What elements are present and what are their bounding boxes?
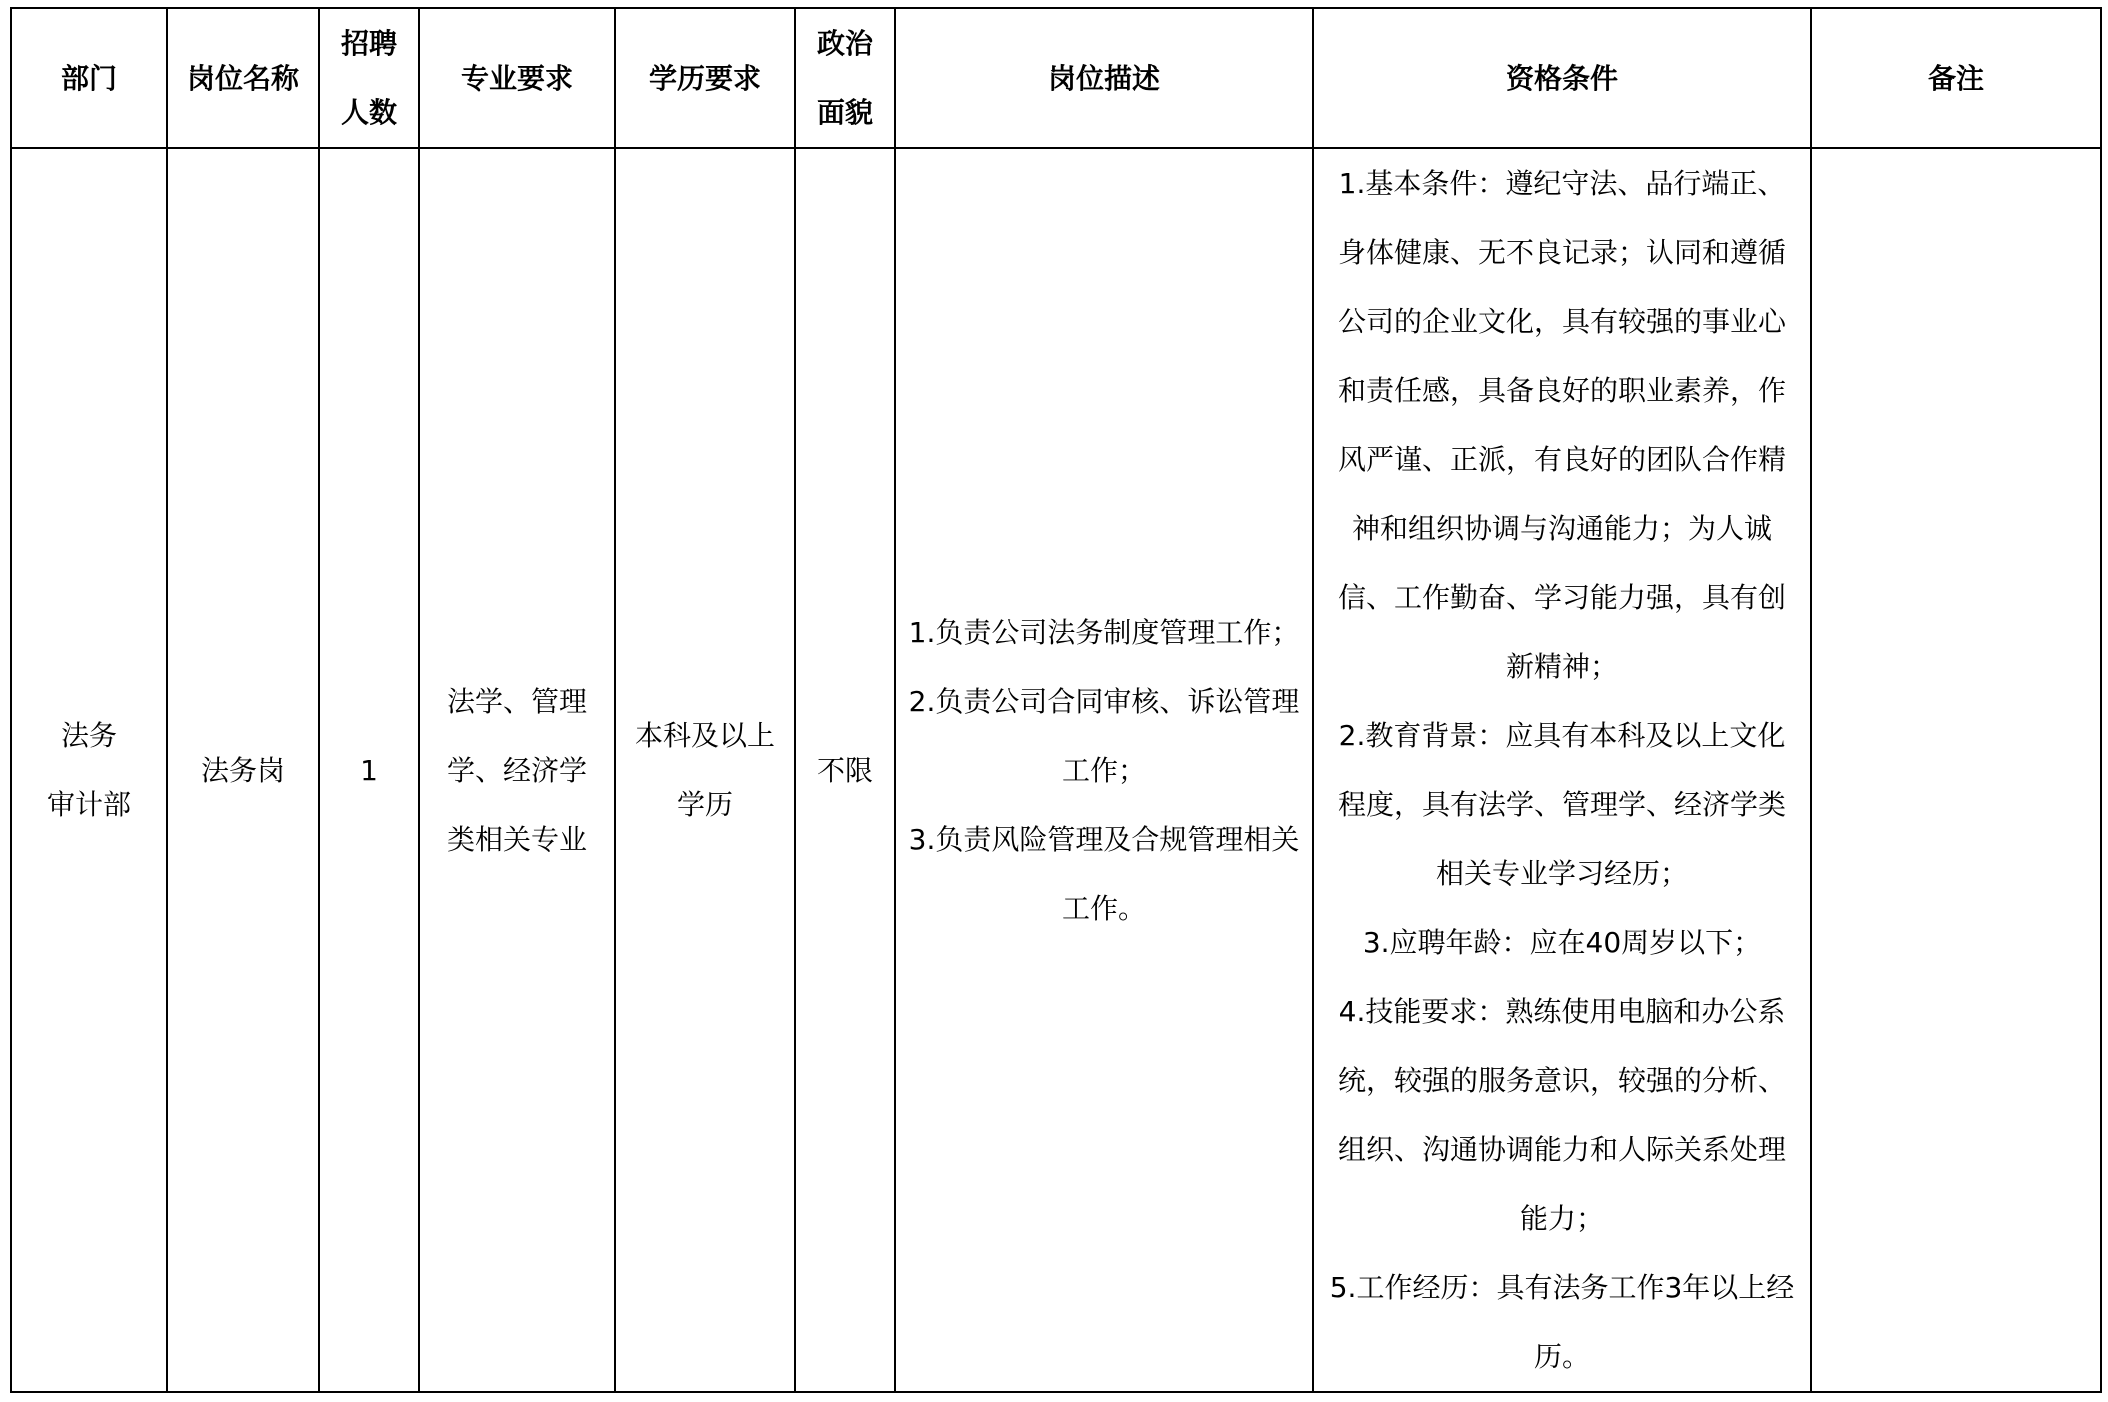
dept-line1: 法务 [60, 719, 117, 752]
qualification-line: 公司的企业文化，具有较强的事业心 [1337, 305, 1786, 338]
qualification-line: 风严谨、正派，有良好的团队合作精 [1337, 443, 1786, 476]
cell-qualifications [1313, 148, 1811, 1392]
header-political [795, 8, 895, 148]
cell-education [615, 148, 795, 1392]
description-line: 工作。 [1061, 891, 1146, 925]
qualification-line: 3.应聘年龄：应在40周岁以下； [1362, 926, 1762, 959]
education-line2: 学历 [676, 788, 733, 821]
cell-major [419, 148, 615, 1392]
header-count-line2: 人数 [340, 96, 397, 129]
description-line: 3.负责风险管理及合规管理相关 [908, 822, 1300, 856]
qualification-line: 身体健康、无不良记录；认同和遵循 [1337, 236, 1786, 269]
qualification-line: 神和组织协调与沟通能力；为人诚 [1351, 512, 1772, 545]
cell-description [895, 148, 1313, 1392]
major-line2: 学、经济学 [446, 753, 587, 787]
education-line1: 本科及以上 [634, 719, 775, 752]
qualification-line: 相关专业学习经历； [1435, 857, 1688, 890]
cell-remarks [1811, 148, 2101, 1392]
qualification-line: 统，较强的服务意识，较强的分析、 [1337, 1064, 1786, 1097]
cell-count: 1 [319, 148, 419, 1392]
header-position: 岗位名称 [167, 8, 319, 148]
cell-position: 法务岗 [167, 148, 319, 1392]
header-count-line1: 招聘 [340, 27, 397, 60]
qualification-line: 组织、沟通协调能力和人际关系处理 [1337, 1133, 1786, 1166]
qualification-line: 和责任感，具备良好的职业素养，作 [1337, 374, 1786, 407]
description-line: 工作； [1061, 753, 1146, 787]
header-description: 岗位描述 [895, 8, 1313, 148]
qualification-line: 信、工作勤奋、学习能力强，具有创 [1337, 581, 1786, 614]
description-line: 2.负责公司合同审核、诉讼管理 [908, 684, 1300, 718]
table-row [11, 148, 2101, 1392]
qualification-line: 新精神； [1505, 650, 1618, 683]
qualification-line: 程度，具有法学、管理学、经济学类 [1337, 788, 1786, 821]
qualification-line: 4.技能要求：熟练使用电脑和办公系 [1338, 995, 1786, 1028]
header-row [11, 8, 2101, 148]
header-remarks: 备注 [1811, 8, 2101, 148]
cell-dept [11, 148, 167, 1392]
qualification-line: 5.工作经历：具有法务工作3年以上经 [1329, 1271, 1795, 1304]
description-line: 1.负责公司法务制度管理工作； [908, 615, 1300, 649]
qualification-line: 历。 [1533, 1340, 1590, 1373]
header-major: 专业要求 [419, 8, 615, 148]
cell-political: 不限 [795, 148, 895, 1392]
qualification-line: 能力； [1519, 1202, 1604, 1235]
header-education: 学历要求 [615, 8, 795, 148]
header-political-line2: 面貌 [816, 96, 873, 129]
qualification-line: 1.基本条件：遵纪守法、品行端正、 [1338, 167, 1786, 200]
qualification-line: 2.教育背景：应具有本科及以上文化 [1338, 719, 1786, 752]
major-line1: 法学、管理 [446, 684, 587, 718]
header-dept: 部门 [11, 8, 167, 148]
header-count [319, 8, 419, 148]
recruitment-table [10, 7, 2102, 1393]
dept-line2: 审计部 [46, 788, 131, 821]
header-qualifications: 资格条件 [1313, 8, 1811, 148]
major-line3: 类相关专业 [446, 822, 587, 856]
header-political-line1: 政治 [816, 27, 873, 60]
